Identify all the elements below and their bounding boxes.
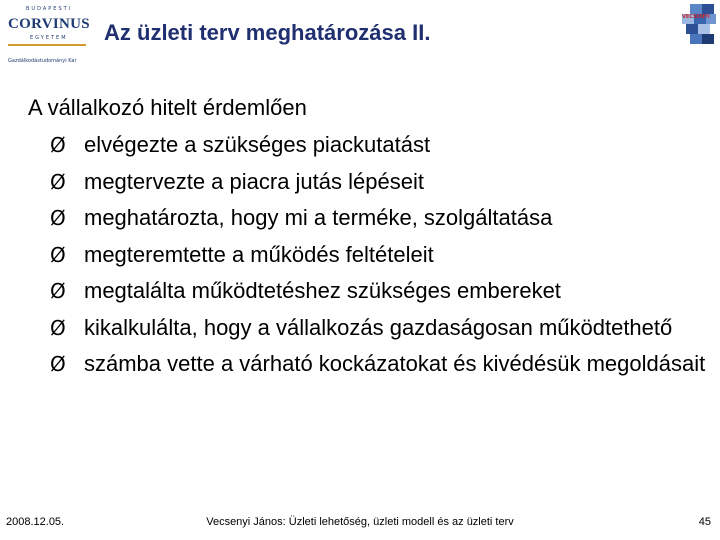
slide-title: Az üzleti terv meghatározása II. (104, 20, 431, 45)
bullet-text: számba vette a várható kockázatokat és kivédésük megoldásait (84, 351, 706, 376)
arrow-bullet-icon: Ø (50, 169, 66, 194)
bullet-text: megteremtette a működés feltételeit (84, 241, 434, 267)
arrow-bullet-icon: Ø (50, 279, 66, 303)
bullet-text: kikalkulálta, hogy a vállalkozás gazdaságosan működtethető (84, 314, 673, 340)
bullet-item (28, 349, 708, 380)
bullet-list (28, 130, 708, 380)
arrow-bullet-icon: Ø (50, 315, 66, 340)
vecsenyi-logo-text: VECSENYI (682, 14, 710, 20)
bullet-text: megtervezte a piacra jutás lépéseit (84, 168, 424, 194)
logo-sub-text: Gazdálkodástudományi Kar (8, 58, 77, 64)
footer-center-text: Vecsenyi János: Üzleti lehetőség, üzleti modell és az üzleti terv (206, 516, 514, 528)
bullet-text: meghatározta, hogy mi a terméke, szolgáltatása (84, 205, 553, 230)
bullet-text: elvégezte a szükséges piackutatást (84, 132, 431, 157)
arrow-bullet-icon: Ø (50, 206, 66, 230)
arrow-bullet-icon: Ø (50, 133, 66, 157)
bullet-item (28, 240, 708, 271)
page-number: 45 (698, 516, 711, 528)
logo-top-text: BUDAPESTI (26, 6, 73, 12)
vecsenyi-logo (676, 4, 718, 50)
bullet-item (28, 167, 708, 198)
footer-date: 2008.12.05. (6, 516, 65, 528)
bullet-item (28, 313, 708, 344)
bullet-item (28, 276, 708, 307)
arrow-bullet-icon: Ø (50, 242, 66, 267)
vecsenyi-logo-graphic (676, 4, 718, 50)
corvinus-logo (8, 6, 88, 66)
bullet-item (28, 130, 708, 161)
logo-main-text: CORVINUS (8, 16, 90, 32)
logo-bottom-text: EGYETEM (30, 35, 68, 41)
slide-content (28, 92, 708, 386)
arrow-bullet-icon: Ø (50, 352, 66, 376)
lead-text: A vállalkozó hitelt érdemlően (28, 95, 307, 120)
bullet-text: megtalálta működtetéshez szükséges embereket (84, 278, 561, 303)
logo-rule (8, 44, 86, 46)
bullet-item (28, 203, 708, 234)
